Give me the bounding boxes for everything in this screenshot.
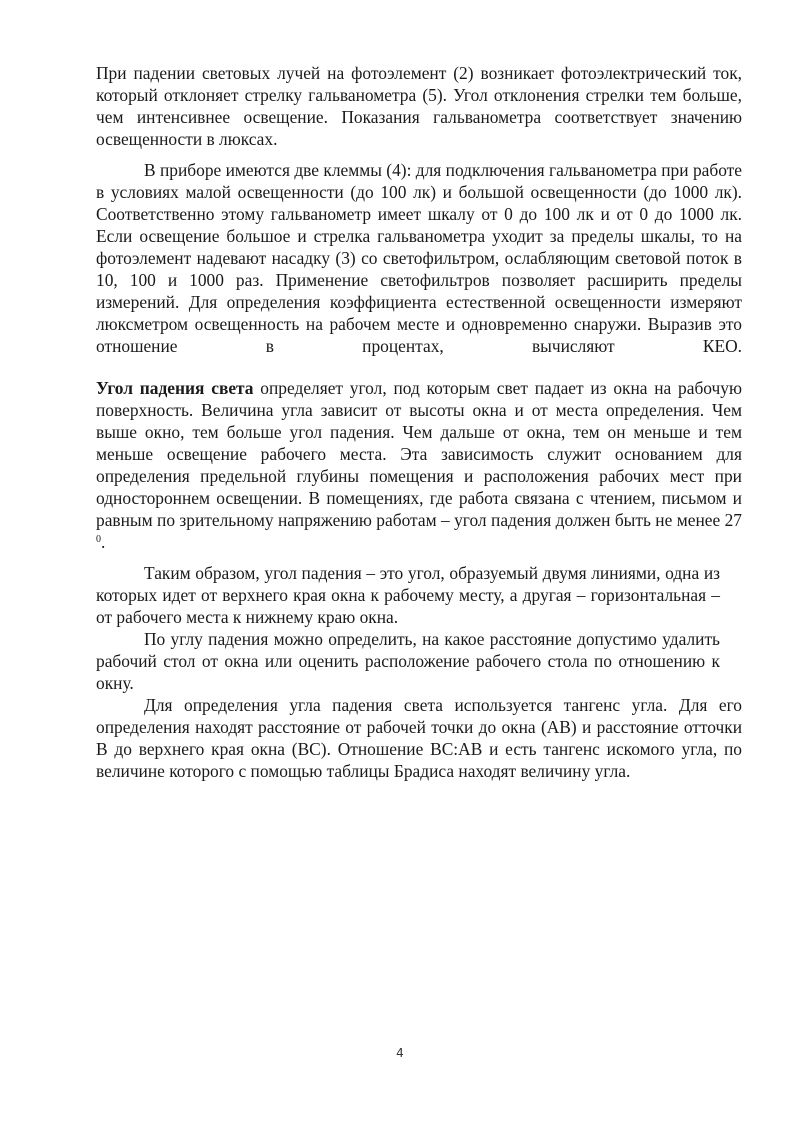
paragraph-angle-end: .	[101, 532, 106, 552]
paragraph-photoelement: При падении световых лучей на фотоэлемент (2) возникает фотоэлектрический ток, который отклоняет стрелку гальванометра (5). Угол отклонения стрелки тем больше, чем интенсивнее освещение. Показания гальванометра соответствует значению освещенности в люксах.	[96, 63, 742, 149]
paragraph-table-distance: По углу падения можно определить, на какое расстояние допустимо удалить рабочий стол от окна или оценить расположение рабочего стола по отношению к окну.	[96, 629, 720, 693]
degree-superscript: 0	[96, 534, 101, 545]
paragraph-tangent: Для определения угла падения света используется тангенс угла. Для его определения находят расстояние от рабочей точки до окна (АВ) и расстояние отточки В до верхнего края окна (ВС). Отношение ВС:АВ и есть тангенс искомого угла, по величине которого с помощью таблицы Брадиса находят величину угла.	[96, 695, 742, 781]
page-number: 4	[396, 1046, 404, 1060]
paragraph-terminals: В приборе имеются две клеммы (4): для подключения гальванометра при работе в условиях малой освещенности (до 100 лк) и большой освещенности (до 1000 лк). Соответственно этому гальванометр имеет шкалу от 0 до 100 лк и от 0 до 1000 лк. Если освещение большое и стрелка гальванометра уходит за пределы шкалы, то на фотоэлемент надевают насадку (3) со светофильтром, ослабляющим световой поток в 10, 100 и 1000 раз. Применение светофильтров позволяет расширить пределы измерений. Для определения коэффициента естественной освещенности измеряют люксметром освещенность на рабочем месте и одновременно снаружи. Выразив это отношение в процентах, вычисляют КЕО.	[96, 160, 742, 356]
paragraph-angle-definition	[96, 377, 742, 553]
paragraph-angle-text: определяет угол, под которым свет падает из окна на рабочую поверхность. Величина угла зависит от высоты окна и от места определения. Чем выше окно, тем больше угол падения. Чем дальше от окна, тем он меньше и тем меньше освещение рабочего места. Эта зависимость служит основанием для определения предельной глубины помещения и расположения рабочих мест при одностороннем освещении. В помещениях, где работа связана с чтением, письмом и равным по зрительному напряжению работам – угол падения должен быть не менее 27	[96, 378, 742, 530]
term-angle-of-incidence: Угол падения света	[96, 378, 254, 398]
document-page	[96, 56, 742, 782]
paragraph-angle-lines: Таким образом, угол падения – это угол, образуемый двумя линиями, одна из которых идет от верхнего края окна к рабочему месту, а другая – горизонтальная – от рабочего места к нижнему краю окна.	[96, 563, 720, 627]
